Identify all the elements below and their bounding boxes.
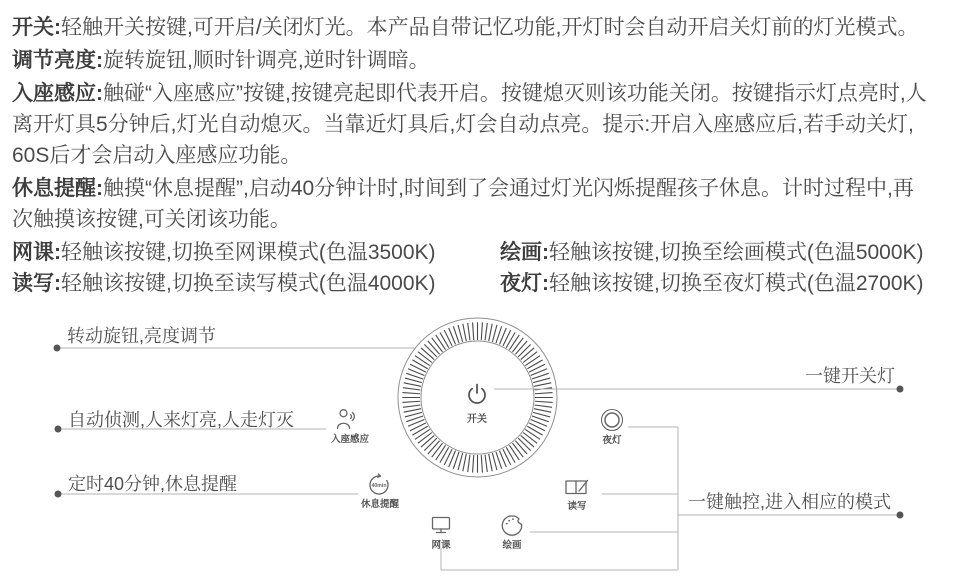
text-seat-sensor-1: 触碰“入座感应”按键,按键亮起即代表开启。按键熄灭则该功能关闭。按键指示灯点亮时,人: [103, 82, 927, 105]
text-reading: 轻触该按键,切换至读写模式(色温4000K): [61, 272, 436, 295]
callout-power: 一键开关灯: [805, 366, 895, 386]
term-reading: 读写:: [12, 272, 61, 295]
power-button-label: 开关: [467, 414, 487, 425]
control-diagram: [0, 300, 978, 587]
end-dot: [897, 512, 904, 519]
mode-painting: [500, 237, 978, 268]
night-light-label: 夜灯: [602, 435, 622, 446]
callout-timer: 定时40分钟,休息提醒: [68, 474, 238, 494]
mode-descriptions: [12, 237, 978, 299]
text-brightness: 旋转旋钮,顺时针调亮,逆时针调暗。: [103, 49, 430, 72]
paragraph-seat-sensor: [12, 78, 978, 171]
timer-badge-text: 40min: [371, 482, 387, 489]
term-brightness: 调节亮度:: [12, 49, 103, 72]
text-rest-reminder-2: 次触摸该按键,可关闭该功能。: [12, 208, 291, 231]
end-dot: [55, 491, 62, 498]
callout-sensor: 自动侦测,人来灯亮,人走灯灭: [68, 410, 295, 430]
text-power: 轻触开关按键,可开启/关闭灯光。本产品自带记忆功能,开灯时会自动开启关灯前的灯光模式。: [61, 16, 919, 39]
end-dot: [897, 386, 904, 393]
term-seat-sensor: 入座感应:: [12, 82, 103, 105]
paragraph-power: [12, 12, 978, 43]
mode-night-light: [500, 268, 978, 299]
callout-touch: 一键触控,进入相应的模式: [688, 492, 891, 512]
mode-reading: [12, 268, 500, 299]
text-painting: 轻触该按键,切换至绘画模式(色温5000K): [549, 241, 924, 264]
term-painting: 绘画:: [500, 241, 549, 264]
end-dot: [55, 426, 62, 433]
mode-online-class: [12, 237, 500, 268]
term-online-class: 网课:: [12, 241, 61, 264]
text-seat-sensor-2: 离开灯具5分钟后,灯光自动熄灭。当靠近灯具后,灯会自动点亮。提示:开启入座感应后,若手动关灯,: [12, 113, 914, 136]
paragraph-brightness: [12, 45, 978, 76]
end-dot: [54, 345, 61, 352]
reading-label: 读写: [567, 501, 587, 512]
text-night-light: 轻触该按键,切换至夜灯模式(色温2700K): [549, 272, 924, 295]
term-rest-reminder: 休息提醒:: [12, 177, 103, 200]
text-online-class: 轻触该按键,切换至网课模式(色温3500K): [61, 241, 436, 264]
online-class-label: 网课: [431, 540, 451, 551]
term-power: 开关:: [12, 16, 61, 39]
seat-sensor-label: 入座感应: [330, 434, 369, 445]
paragraph-rest-reminder: [12, 173, 978, 235]
painting-label: 绘画: [502, 540, 522, 551]
callout-knob: 转动旋钮,亮度调节: [67, 326, 217, 346]
power-button: [465, 381, 489, 407]
power-icon: [465, 381, 489, 407]
text-seat-sensor-3: 60S后才会启动入座感应功能。: [12, 144, 302, 167]
rest-reminder-label: 休息提醒: [360, 499, 399, 510]
term-night-light: 夜灯:: [500, 272, 549, 295]
text-rest-reminder-1: 触摸“休息提醒”,启动40分钟计时,时间到了会通过灯光闪烁提醒孩子休息。计时过程中,再: [103, 177, 914, 200]
